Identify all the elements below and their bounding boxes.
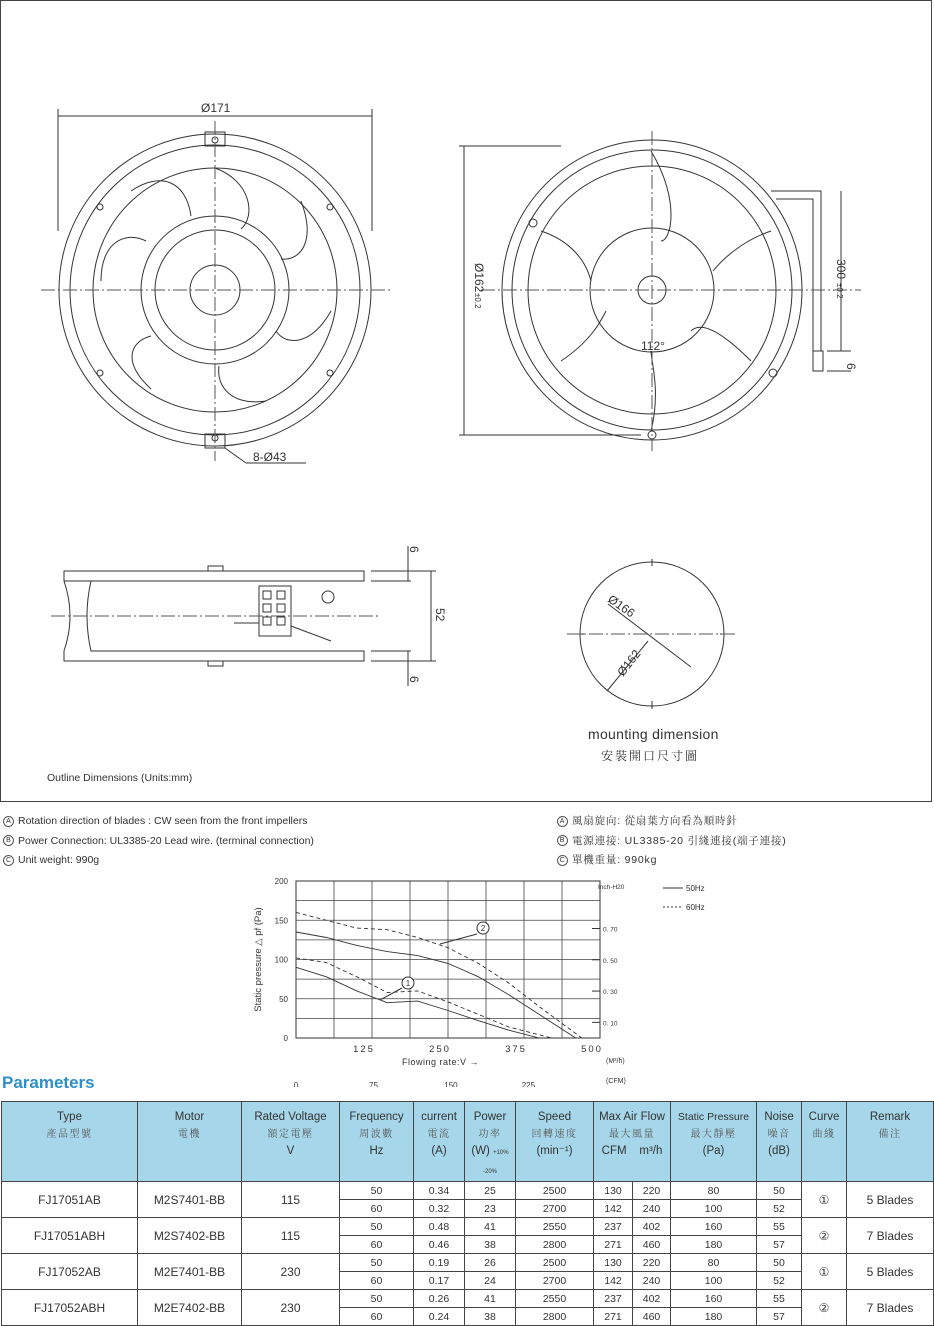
cell-m3h: 460 bbox=[633, 1308, 671, 1326]
cell-remark: 7 Blades bbox=[847, 1218, 934, 1254]
cell-motor: M2S7402-BB bbox=[138, 1218, 242, 1254]
x-tick-label: 125 bbox=[353, 1044, 375, 1055]
header-motor: Motor 電機 bbox=[138, 1102, 242, 1182]
header-curve: Curve 曲綫 bbox=[802, 1102, 847, 1182]
cell-current: 0.26 bbox=[414, 1290, 465, 1308]
table-row bbox=[2, 1290, 934, 1308]
cell-noise: 57 bbox=[757, 1236, 802, 1254]
notes-en bbox=[3, 812, 314, 871]
dim-lead-tol: ±0.2 bbox=[835, 283, 844, 299]
x-tick-label: 250 bbox=[429, 1044, 451, 1055]
cell-current: 0.46 bbox=[414, 1236, 465, 1254]
cell-pressure: 180 bbox=[671, 1308, 757, 1326]
cell-noise: 52 bbox=[757, 1200, 802, 1218]
cell-pressure: 180 bbox=[671, 1236, 757, 1254]
header-airflow: Max Air Flow 最大風量 CFM m³/h bbox=[594, 1102, 671, 1182]
table-row bbox=[2, 1254, 934, 1272]
cell-pressure: 100 bbox=[671, 1272, 757, 1290]
cell-frequency: 50 bbox=[340, 1218, 414, 1236]
dim-lead-strip: 6 bbox=[844, 363, 858, 370]
series-line-50Hz-curve1 bbox=[296, 967, 539, 1038]
cell-pressure: 100 bbox=[671, 1200, 757, 1218]
header-pressure: Static Pressure 最大靜壓 (Pa) bbox=[671, 1102, 757, 1182]
cell-power: 26 bbox=[465, 1254, 516, 1272]
cell-type: FJ17051ABH bbox=[2, 1218, 138, 1254]
cell-speed: 2500 bbox=[516, 1254, 594, 1272]
chart-labels bbox=[253, 877, 705, 1087]
note-weight-zh: C 單機重量: 990kg bbox=[557, 851, 787, 871]
dim-outer-diameter: Ø171 bbox=[201, 101, 231, 115]
cell-power: 41 bbox=[465, 1218, 516, 1236]
cell-curve: ① bbox=[802, 1254, 847, 1290]
cell-voltage: 115 bbox=[242, 1218, 340, 1254]
y-tick-label: 150 bbox=[274, 916, 288, 926]
cell-cfm: 130 bbox=[594, 1182, 633, 1200]
x-axis-label: Flowing rate:V → bbox=[402, 1057, 480, 1067]
annotation-leader bbox=[440, 934, 477, 944]
dim-cutout-inner: Ø162 bbox=[614, 647, 644, 679]
cell-cfm: 130 bbox=[594, 1254, 633, 1272]
dim-hole-diameter: Ø162 bbox=[472, 263, 486, 293]
y-tick-label: 0 bbox=[283, 1034, 288, 1043]
cell-power: 24 bbox=[465, 1272, 516, 1290]
table-row bbox=[2, 1182, 934, 1200]
cell-speed: 2800 bbox=[516, 1236, 594, 1254]
cell-motor: M2S7401-BB bbox=[138, 1182, 242, 1218]
header-remark: Remark 備注 bbox=[847, 1102, 934, 1182]
cell-frequency: 60 bbox=[340, 1236, 414, 1254]
cell-m3h: 402 bbox=[633, 1218, 671, 1236]
cell-frequency: 50 bbox=[340, 1290, 414, 1308]
curve-annotation-label: 2 bbox=[480, 924, 486, 933]
x-unit-label: (M³/h) bbox=[606, 1058, 625, 1065]
header-noise: Noise 噪音 (dB) bbox=[757, 1102, 802, 1182]
note-weight: C Unit weight: 990g bbox=[3, 851, 314, 871]
note-rotation-zh: A 風扇旋向: 從扇葉方向看為順時針 bbox=[557, 812, 787, 832]
cell-m3h: 240 bbox=[633, 1272, 671, 1290]
dim-flange-bottom: 6 bbox=[407, 676, 421, 683]
annotation-leader bbox=[380, 988, 402, 1000]
series-line-50Hz-curve2 bbox=[296, 932, 576, 1038]
cell-power: 38 bbox=[465, 1236, 516, 1254]
x-tick-label: 500 bbox=[581, 1044, 603, 1055]
legend-label-60hz: 60Hz bbox=[686, 903, 705, 912]
note-power: B Power Connection: UL3385-20 Lead wire. (terminal connection) bbox=[3, 832, 314, 852]
header-frequency: Frequency 周波數 Hz bbox=[340, 1102, 414, 1182]
right-tick-label: 0. 10 bbox=[603, 1020, 618, 1028]
cell-cfm: 142 bbox=[594, 1272, 633, 1290]
right-tick-label: 0. 70 bbox=[603, 926, 618, 934]
cell-current: 0.32 bbox=[414, 1200, 465, 1218]
cell-current: 0.24 bbox=[414, 1308, 465, 1326]
x-tick-cfm-label: 0 bbox=[293, 1081, 299, 1087]
cell-m3h: 220 bbox=[633, 1254, 671, 1272]
cell-cfm: 271 bbox=[594, 1236, 633, 1254]
cell-curve: ① bbox=[802, 1182, 847, 1218]
legend-label-50hz: 50Hz bbox=[686, 884, 705, 893]
dim-lead-length: 300 bbox=[834, 259, 848, 280]
table-row bbox=[2, 1218, 934, 1236]
header-current: current 電流 (A) bbox=[414, 1102, 465, 1182]
cell-cfm: 142 bbox=[594, 1200, 633, 1218]
right-tick-label: 0. 50 bbox=[603, 957, 618, 965]
x-tick-cfm-label: 225 bbox=[521, 1081, 536, 1087]
header-type: Type 產品型號 bbox=[2, 1102, 138, 1182]
cell-curve: ② bbox=[802, 1290, 847, 1326]
cell-speed: 2550 bbox=[516, 1290, 594, 1308]
cell-current: 0.48 bbox=[414, 1218, 465, 1236]
cell-motor: M2E7401-BB bbox=[138, 1254, 242, 1290]
cell-cfm: 237 bbox=[594, 1290, 633, 1308]
y-tick-label: 100 bbox=[274, 955, 288, 965]
y-axis-label: Static pressure △ pf (Pa) bbox=[253, 907, 264, 1012]
outline-caption: Outline Dimensions (Units:mm) bbox=[47, 772, 193, 784]
cell-voltage: 230 bbox=[242, 1254, 340, 1290]
cell-speed: 2800 bbox=[516, 1308, 594, 1326]
cell-speed: 2550 bbox=[516, 1218, 594, 1236]
cell-curve: ② bbox=[802, 1218, 847, 1254]
cell-speed: 2700 bbox=[516, 1272, 594, 1290]
cell-remark: 7 Blades bbox=[847, 1290, 934, 1326]
cell-frequency: 60 bbox=[340, 1308, 414, 1326]
cell-frequency: 60 bbox=[340, 1200, 414, 1218]
cell-power: 38 bbox=[465, 1308, 516, 1326]
chart-grid bbox=[296, 881, 600, 1038]
mount-title: mounting dimension bbox=[588, 726, 719, 742]
cell-frequency: 50 bbox=[340, 1182, 414, 1200]
dim-cutout-outer: Ø166 bbox=[605, 591, 638, 621]
x-tick-cfm-label: 150 bbox=[444, 1081, 458, 1087]
cell-noise: 57 bbox=[757, 1308, 802, 1326]
series-line-60Hz-curve2 bbox=[296, 912, 582, 1038]
cell-frequency: 60 bbox=[340, 1272, 414, 1290]
cell-m3h: 240 bbox=[633, 1200, 671, 1218]
fan-outline-drawing bbox=[1, 1, 933, 803]
cell-pressure: 160 bbox=[671, 1290, 757, 1308]
pq-curve-chart bbox=[0, 872, 934, 1087]
cell-type: FJ17051AB bbox=[2, 1182, 138, 1218]
cell-noise: 50 bbox=[757, 1182, 802, 1200]
y-tick-label: 200 bbox=[274, 877, 288, 886]
cell-voltage: 230 bbox=[242, 1290, 340, 1326]
header-power: Power 功率 (W) +10% -20% bbox=[465, 1102, 516, 1182]
cell-power: 41 bbox=[465, 1290, 516, 1308]
cell-frequency: 50 bbox=[340, 1254, 414, 1272]
cell-current: 0.19 bbox=[414, 1254, 465, 1272]
y-tick-label: 50 bbox=[279, 994, 288, 1004]
header-speed: Speed 回轉速度 (min⁻¹) bbox=[516, 1102, 594, 1182]
cell-noise: 50 bbox=[757, 1254, 802, 1272]
cell-m3h: 402 bbox=[633, 1290, 671, 1308]
cell-cfm: 271 bbox=[594, 1308, 633, 1326]
dim-depth: 52 bbox=[433, 608, 447, 622]
x-tick-cfm-label: 75 bbox=[369, 1081, 378, 1087]
cell-noise: 55 bbox=[757, 1218, 802, 1236]
cell-cfm: 237 bbox=[594, 1218, 633, 1236]
cell-power: 25 bbox=[465, 1182, 516, 1200]
x-unit2-label: (CFM) bbox=[606, 1078, 626, 1085]
cell-remark: 5 Blades bbox=[847, 1254, 934, 1290]
cell-speed: 2500 bbox=[516, 1182, 594, 1200]
cell-remark: 5 Blades bbox=[847, 1182, 934, 1218]
note-power-zh: B 電源連接: UL3385-20 引綫連接(端子連接) bbox=[557, 832, 787, 852]
cell-noise: 52 bbox=[757, 1272, 802, 1290]
cell-noise: 55 bbox=[757, 1290, 802, 1308]
chart-lines bbox=[296, 912, 582, 1038]
cell-pressure: 160 bbox=[671, 1218, 757, 1236]
cell-type: FJ17052ABH bbox=[2, 1290, 138, 1326]
cell-pressure: 80 bbox=[671, 1254, 757, 1272]
cell-m3h: 220 bbox=[633, 1182, 671, 1200]
mount-subtitle: 安裝開口尺寸圖 bbox=[601, 749, 700, 763]
cell-current: 0.17 bbox=[414, 1272, 465, 1290]
cell-current: 0.34 bbox=[414, 1182, 465, 1200]
right-axis-title: Inch-H20 bbox=[598, 884, 625, 891]
cell-speed: 2700 bbox=[516, 1200, 594, 1218]
curve-annotation-label: 1 bbox=[405, 979, 411, 988]
x-tick-label: 375 bbox=[505, 1044, 527, 1055]
notes-zh bbox=[557, 812, 787, 871]
parameters-title: Parameters bbox=[2, 1073, 95, 1092]
dim-flange-top: 6 bbox=[407, 546, 421, 553]
cell-power: 23 bbox=[465, 1200, 516, 1218]
cell-voltage: 115 bbox=[242, 1182, 340, 1218]
parameters-table bbox=[1, 1101, 934, 1326]
cell-motor: M2E7402-BB bbox=[138, 1290, 242, 1326]
note-rotation: A Rotation direction of blades : CW seen from the front impellers bbox=[3, 812, 314, 832]
dim-mount-holes: 8-Ø43 bbox=[253, 450, 287, 464]
cell-type: FJ17052AB bbox=[2, 1254, 138, 1290]
dim-angle: 112° bbox=[641, 339, 665, 353]
right-tick-label: 0. 30 bbox=[603, 989, 618, 997]
header-voltage: Rated Voltage 額定電壓 V bbox=[242, 1102, 340, 1182]
dim-hole-tol: ±0.2 bbox=[473, 293, 482, 309]
cell-m3h: 460 bbox=[633, 1236, 671, 1254]
cell-pressure: 80 bbox=[671, 1182, 757, 1200]
